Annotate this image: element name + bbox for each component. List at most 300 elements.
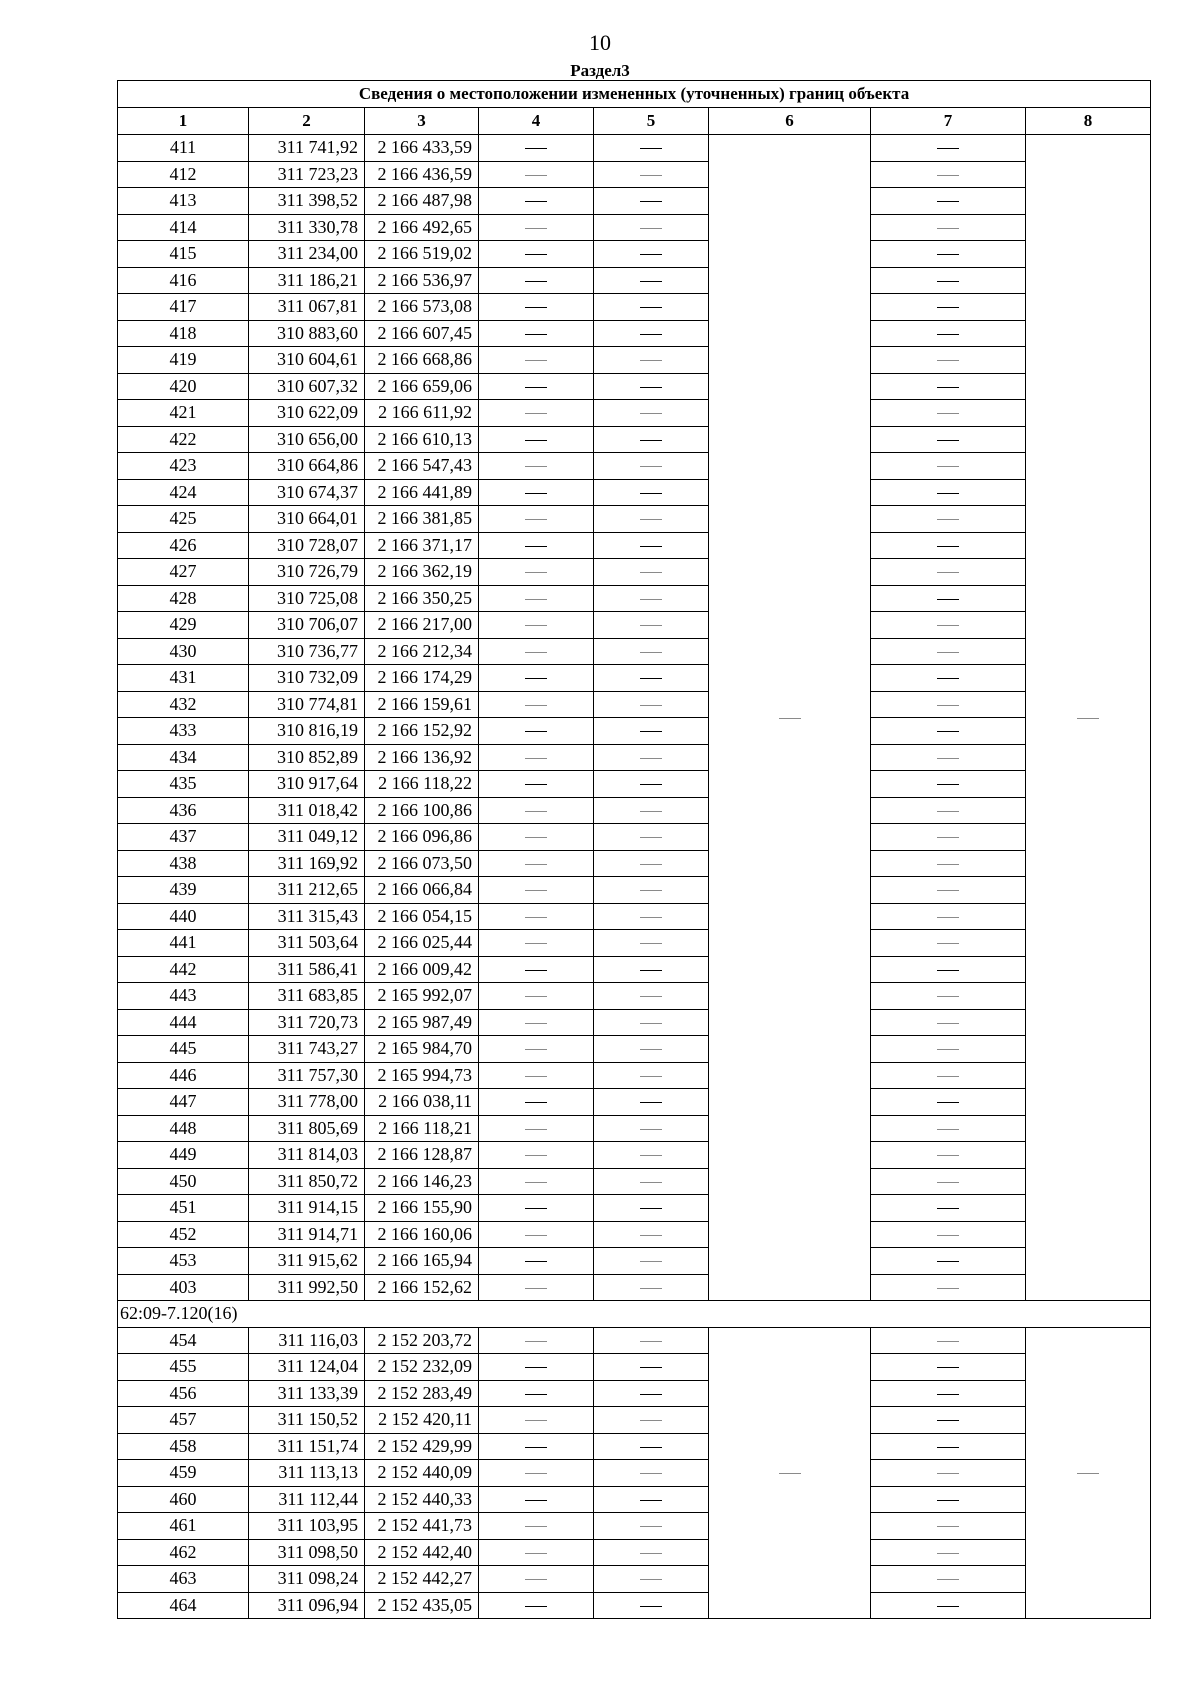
dash-mark xyxy=(640,1182,662,1183)
table-row xyxy=(118,1009,1151,1036)
point-number: 440 xyxy=(118,903,249,930)
coord-x: 311 150,52 xyxy=(249,1407,365,1434)
point-number: 418 xyxy=(118,320,249,347)
coord-y: 2 166 536,97 xyxy=(365,267,479,294)
dash-mark xyxy=(640,387,662,388)
dash-mark xyxy=(937,1473,959,1474)
coord-x: 311 720,73 xyxy=(249,1009,365,1036)
dash-mark xyxy=(525,440,547,441)
table-row xyxy=(118,1407,1151,1434)
dash-cell xyxy=(871,532,1026,559)
point-number: 428 xyxy=(118,585,249,612)
dash-cell xyxy=(479,241,594,268)
dash-cell xyxy=(479,479,594,506)
table-row xyxy=(118,1168,1151,1195)
point-number: 454 xyxy=(118,1327,249,1354)
dash-mark xyxy=(640,175,662,176)
coord-y: 2 152 440,33 xyxy=(365,1486,479,1513)
dash-cell xyxy=(479,1168,594,1195)
dash-mark xyxy=(640,1341,662,1342)
dash-mark xyxy=(525,1367,547,1368)
dash-cell xyxy=(479,1486,594,1513)
coord-x: 311 683,85 xyxy=(249,983,365,1010)
dash-cell xyxy=(871,665,1026,692)
dash-cell xyxy=(871,877,1026,904)
coord-y: 2 166 212,34 xyxy=(365,638,479,665)
table-row xyxy=(118,241,1151,268)
column-header-row xyxy=(118,108,1151,135)
point-number: 464 xyxy=(118,1592,249,1619)
coord-y: 2 166 096,86 xyxy=(365,824,479,851)
column-header: 2 xyxy=(249,108,365,135)
coord-y: 2 166 433,59 xyxy=(365,135,479,162)
coord-y: 2 166 607,45 xyxy=(365,320,479,347)
dash-cell xyxy=(871,1327,1026,1354)
dash-cell xyxy=(594,1592,709,1619)
dash-mark xyxy=(779,1473,801,1474)
coord-x: 311 723,23 xyxy=(249,161,365,188)
dash-mark xyxy=(640,1288,662,1289)
dash-cell xyxy=(594,956,709,983)
dash-mark xyxy=(640,705,662,706)
dash-mark xyxy=(640,1606,662,1607)
dash-cell xyxy=(871,1486,1026,1513)
dash-mark xyxy=(937,1606,959,1607)
point-number: 415 xyxy=(118,241,249,268)
coord-x: 311 116,03 xyxy=(249,1327,365,1354)
dash-cell xyxy=(594,691,709,718)
dash-cell xyxy=(479,930,594,957)
dash-cell xyxy=(594,744,709,771)
coord-y: 2 166 128,87 xyxy=(365,1142,479,1169)
dash-cell xyxy=(479,559,594,586)
dash-mark xyxy=(640,811,662,812)
table-row xyxy=(118,877,1151,904)
dash-cell xyxy=(594,479,709,506)
dash-mark xyxy=(640,440,662,441)
dash-cell xyxy=(871,691,1026,718)
dash-mark xyxy=(525,201,547,202)
dash-mark xyxy=(937,1261,959,1262)
coord-y: 2 152 442,27 xyxy=(365,1566,479,1593)
column-header: 3 xyxy=(365,108,479,135)
coord-x: 311 234,00 xyxy=(249,241,365,268)
table-row xyxy=(118,1592,1151,1619)
coord-y: 2 166 066,84 xyxy=(365,877,479,904)
dash-mark xyxy=(525,1023,547,1024)
table-row xyxy=(118,718,1151,745)
dash-cell xyxy=(594,585,709,612)
dash-cell xyxy=(594,612,709,639)
dash-mark xyxy=(640,864,662,865)
column-header: 5 xyxy=(594,108,709,135)
coord-x: 311 992,50 xyxy=(249,1274,365,1301)
page-number: 10 xyxy=(589,30,611,55)
coord-x: 311 814,03 xyxy=(249,1142,365,1169)
dash-mark xyxy=(640,1235,662,1236)
column-header: 6 xyxy=(709,108,871,135)
dash-mark xyxy=(640,334,662,335)
dash-cell xyxy=(479,585,594,612)
dash-cell xyxy=(594,638,709,665)
dash-mark xyxy=(937,175,959,176)
dash-mark xyxy=(525,1182,547,1183)
dash-cell xyxy=(594,214,709,241)
table-row xyxy=(118,1486,1151,1513)
coord-y: 2 166 487,98 xyxy=(365,188,479,215)
dash-mark xyxy=(937,1447,959,1448)
table-row xyxy=(118,903,1151,930)
dash-cell xyxy=(479,506,594,533)
dash-mark xyxy=(640,970,662,971)
column-6-merged xyxy=(709,135,871,1301)
dash-mark xyxy=(640,1102,662,1103)
column-6-merged xyxy=(709,1327,871,1619)
dash-cell xyxy=(594,1274,709,1301)
point-number: 460 xyxy=(118,1486,249,1513)
dash-mark xyxy=(779,718,801,719)
dash-cell xyxy=(871,1036,1026,1063)
dash-mark xyxy=(525,652,547,653)
dash-mark xyxy=(937,731,959,732)
dash-mark xyxy=(640,731,662,732)
dash-mark xyxy=(640,890,662,891)
coord-y: 2 166 136,92 xyxy=(365,744,479,771)
dash-mark xyxy=(525,1500,547,1501)
dash-cell xyxy=(479,1539,594,1566)
dash-mark xyxy=(937,625,959,626)
table-row xyxy=(118,797,1151,824)
table-body xyxy=(118,81,1151,1619)
point-number: 419 xyxy=(118,347,249,374)
table-row xyxy=(118,347,1151,374)
coord-x: 310 604,61 xyxy=(249,347,365,374)
dash-cell xyxy=(594,1142,709,1169)
dash-cell xyxy=(594,400,709,427)
dash-cell xyxy=(594,426,709,453)
dash-mark xyxy=(640,943,662,944)
coord-x: 311 098,50 xyxy=(249,1539,365,1566)
dash-mark xyxy=(937,1102,959,1103)
table-row xyxy=(118,1539,1151,1566)
dash-mark xyxy=(525,1129,547,1130)
dash-cell xyxy=(479,1407,594,1434)
coord-x: 311 741,92 xyxy=(249,135,365,162)
dash-cell xyxy=(594,824,709,851)
dash-cell xyxy=(871,1221,1026,1248)
dash-cell xyxy=(479,797,594,824)
dash-mark xyxy=(937,864,959,865)
dash-mark xyxy=(525,1420,547,1421)
dash-mark xyxy=(640,1129,662,1130)
dash-cell xyxy=(871,1513,1026,1540)
dash-mark xyxy=(640,1261,662,1262)
dash-cell xyxy=(871,479,1026,506)
dash-mark xyxy=(937,758,959,759)
dash-cell xyxy=(871,320,1026,347)
coord-x: 310 736,77 xyxy=(249,638,365,665)
coord-x: 311 018,42 xyxy=(249,797,365,824)
coord-y: 2 152 420,11 xyxy=(365,1407,479,1434)
coord-y: 2 166 159,61 xyxy=(365,691,479,718)
group-label: 62:09-7.120(16) xyxy=(118,1301,1151,1328)
dash-cell xyxy=(479,1460,594,1487)
dash-mark xyxy=(937,1500,959,1501)
dash-cell xyxy=(594,241,709,268)
dash-cell xyxy=(479,320,594,347)
point-number: 403 xyxy=(118,1274,249,1301)
dash-mark xyxy=(525,890,547,891)
coord-x: 311 805,69 xyxy=(249,1115,365,1142)
table-row xyxy=(118,771,1151,798)
dash-mark xyxy=(937,1526,959,1527)
point-number: 448 xyxy=(118,1115,249,1142)
dash-cell xyxy=(871,718,1026,745)
table-row xyxy=(118,1115,1151,1142)
coord-y: 2 166 146,23 xyxy=(365,1168,479,1195)
dash-cell xyxy=(479,1380,594,1407)
table-row xyxy=(118,1460,1151,1487)
dash-mark xyxy=(937,1155,959,1156)
coord-y: 2 166 155,90 xyxy=(365,1195,479,1222)
dash-cell xyxy=(871,612,1026,639)
coord-x: 310 622,09 xyxy=(249,400,365,427)
coord-y: 2 166 436,59 xyxy=(365,161,479,188)
dash-mark xyxy=(525,1341,547,1342)
coord-x: 311 330,78 xyxy=(249,214,365,241)
coord-x: 311 757,30 xyxy=(249,1062,365,1089)
dash-cell xyxy=(479,1142,594,1169)
coord-x: 311 212,65 xyxy=(249,877,365,904)
dash-cell xyxy=(871,267,1026,294)
coord-x: 310 728,07 xyxy=(249,532,365,559)
coord-y: 2 166 217,00 xyxy=(365,612,479,639)
point-number: 459 xyxy=(118,1460,249,1487)
dash-cell xyxy=(871,1566,1026,1593)
point-number: 445 xyxy=(118,1036,249,1063)
dash-mark xyxy=(937,1076,959,1077)
dash-mark xyxy=(525,466,547,467)
dash-mark xyxy=(937,652,959,653)
point-number: 436 xyxy=(118,797,249,824)
dash-cell xyxy=(479,1566,594,1593)
dash-mark xyxy=(937,387,959,388)
column-8-merged xyxy=(1026,135,1151,1301)
dash-mark xyxy=(525,546,547,547)
dash-cell xyxy=(871,1354,1026,1381)
dash-mark xyxy=(525,1473,547,1474)
dash-mark xyxy=(937,307,959,308)
group-row xyxy=(118,1301,1151,1328)
dash-cell xyxy=(871,453,1026,480)
dash-cell xyxy=(871,585,1026,612)
dash-mark xyxy=(640,1526,662,1527)
dash-cell xyxy=(871,983,1026,1010)
dash-mark xyxy=(525,1102,547,1103)
coord-y: 2 166 054,15 xyxy=(365,903,479,930)
point-number: 430 xyxy=(118,638,249,665)
dash-mark xyxy=(525,1553,547,1554)
dash-cell xyxy=(594,1248,709,1275)
column-8-merged xyxy=(1026,1327,1151,1619)
dash-mark xyxy=(640,1420,662,1421)
coord-y: 2 165 994,73 xyxy=(365,1062,479,1089)
dash-cell xyxy=(594,1062,709,1089)
dash-mark xyxy=(525,175,547,176)
coord-x: 311 315,43 xyxy=(249,903,365,930)
table-row xyxy=(118,638,1151,665)
dash-mark xyxy=(525,228,547,229)
point-number: 450 xyxy=(118,1168,249,1195)
point-number: 420 xyxy=(118,373,249,400)
dash-cell xyxy=(594,347,709,374)
dash-mark xyxy=(937,917,959,918)
dash-mark xyxy=(937,1288,959,1289)
dash-cell xyxy=(594,267,709,294)
dash-mark xyxy=(525,837,547,838)
dash-cell xyxy=(594,1115,709,1142)
coord-y: 2 166 152,62 xyxy=(365,1274,479,1301)
dash-mark xyxy=(640,784,662,785)
dash-mark xyxy=(525,1261,547,1262)
dash-cell xyxy=(479,1592,594,1619)
dash-mark xyxy=(525,1235,547,1236)
dash-mark xyxy=(937,1420,959,1421)
column-header: 8 xyxy=(1026,108,1151,135)
dash-mark xyxy=(525,1049,547,1050)
coord-y: 2 166 073,50 xyxy=(365,850,479,877)
table-row xyxy=(118,320,1151,347)
coord-x: 310 664,86 xyxy=(249,453,365,480)
dash-mark xyxy=(937,413,959,414)
dash-mark xyxy=(937,1579,959,1580)
coord-x: 311 096,94 xyxy=(249,1592,365,1619)
dash-cell xyxy=(871,1115,1026,1142)
table-row xyxy=(118,1195,1151,1222)
dash-mark xyxy=(937,572,959,573)
point-number: 413 xyxy=(118,188,249,215)
coord-x: 311 850,72 xyxy=(249,1168,365,1195)
point-number: 421 xyxy=(118,400,249,427)
coord-y: 2 165 987,49 xyxy=(365,1009,479,1036)
point-number: 463 xyxy=(118,1566,249,1593)
dash-cell xyxy=(594,877,709,904)
dash-cell xyxy=(871,1539,1026,1566)
table-row xyxy=(118,453,1151,480)
dash-cell xyxy=(479,400,594,427)
coord-y: 2 166 519,02 xyxy=(365,241,479,268)
point-number: 438 xyxy=(118,850,249,877)
coord-x: 311 103,95 xyxy=(249,1513,365,1540)
dash-cell xyxy=(594,1009,709,1036)
coord-y: 2 166 547,43 xyxy=(365,453,479,480)
coord-y: 2 166 610,13 xyxy=(365,426,479,453)
table-row xyxy=(118,956,1151,983)
dash-mark xyxy=(937,837,959,838)
coord-x: 310 774,81 xyxy=(249,691,365,718)
dash-mark xyxy=(937,440,959,441)
dash-mark xyxy=(640,1155,662,1156)
coord-x: 310 664,01 xyxy=(249,506,365,533)
point-number: 431 xyxy=(118,665,249,692)
dash-mark xyxy=(640,996,662,997)
coord-y: 2 166 038,11 xyxy=(365,1089,479,1116)
dash-cell xyxy=(871,1168,1026,1195)
dash-cell xyxy=(871,135,1026,162)
coord-x: 310 725,08 xyxy=(249,585,365,612)
dash-cell xyxy=(479,1221,594,1248)
dash-cell xyxy=(479,1009,594,1036)
coord-y: 2 166 371,17 xyxy=(365,532,479,559)
dash-mark xyxy=(937,493,959,494)
coord-y: 2 166 573,08 xyxy=(365,294,479,321)
dash-cell xyxy=(479,744,594,771)
point-number: 447 xyxy=(118,1089,249,1116)
dash-mark xyxy=(640,201,662,202)
dash-mark xyxy=(640,493,662,494)
dash-mark xyxy=(640,1023,662,1024)
coord-y: 2 166 009,42 xyxy=(365,956,479,983)
dash-mark xyxy=(640,148,662,149)
dash-mark xyxy=(640,678,662,679)
coord-x: 311 067,81 xyxy=(249,294,365,321)
point-number: 455 xyxy=(118,1354,249,1381)
dash-cell xyxy=(594,1168,709,1195)
dash-mark xyxy=(525,811,547,812)
dash-cell xyxy=(594,532,709,559)
dash-mark xyxy=(937,705,959,706)
coord-y: 2 152 429,99 xyxy=(365,1433,479,1460)
dash-mark xyxy=(937,228,959,229)
dash-cell xyxy=(479,1115,594,1142)
dash-mark xyxy=(640,1367,662,1368)
point-number: 432 xyxy=(118,691,249,718)
dash-mark xyxy=(640,254,662,255)
dash-cell xyxy=(871,850,1026,877)
dash-mark xyxy=(640,281,662,282)
point-number: 423 xyxy=(118,453,249,480)
point-number: 426 xyxy=(118,532,249,559)
dash-cell xyxy=(594,135,709,162)
table-row xyxy=(118,1354,1151,1381)
dash-cell xyxy=(594,294,709,321)
dash-mark xyxy=(937,281,959,282)
dash-cell xyxy=(871,1592,1026,1619)
coord-y: 2 166 165,94 xyxy=(365,1248,479,1275)
dash-cell xyxy=(871,1009,1026,1036)
dash-mark xyxy=(937,546,959,547)
table-row xyxy=(118,1380,1151,1407)
dash-mark xyxy=(640,652,662,653)
table-row xyxy=(118,824,1151,851)
coord-y: 2 152 442,40 xyxy=(365,1539,479,1566)
dash-mark xyxy=(525,1208,547,1209)
dash-mark xyxy=(1077,1473,1099,1474)
coord-x: 311 586,41 xyxy=(249,956,365,983)
dash-cell xyxy=(479,1274,594,1301)
table-row xyxy=(118,1327,1151,1354)
dash-cell xyxy=(594,1433,709,1460)
coord-x: 310 726,79 xyxy=(249,559,365,586)
dash-mark xyxy=(525,996,547,997)
point-number: 427 xyxy=(118,559,249,586)
dash-mark xyxy=(525,1288,547,1289)
coord-x: 311 915,62 xyxy=(249,1248,365,1275)
point-number: 444 xyxy=(118,1009,249,1036)
dash-cell xyxy=(479,267,594,294)
point-number: 411 xyxy=(118,135,249,162)
dash-cell xyxy=(871,824,1026,851)
